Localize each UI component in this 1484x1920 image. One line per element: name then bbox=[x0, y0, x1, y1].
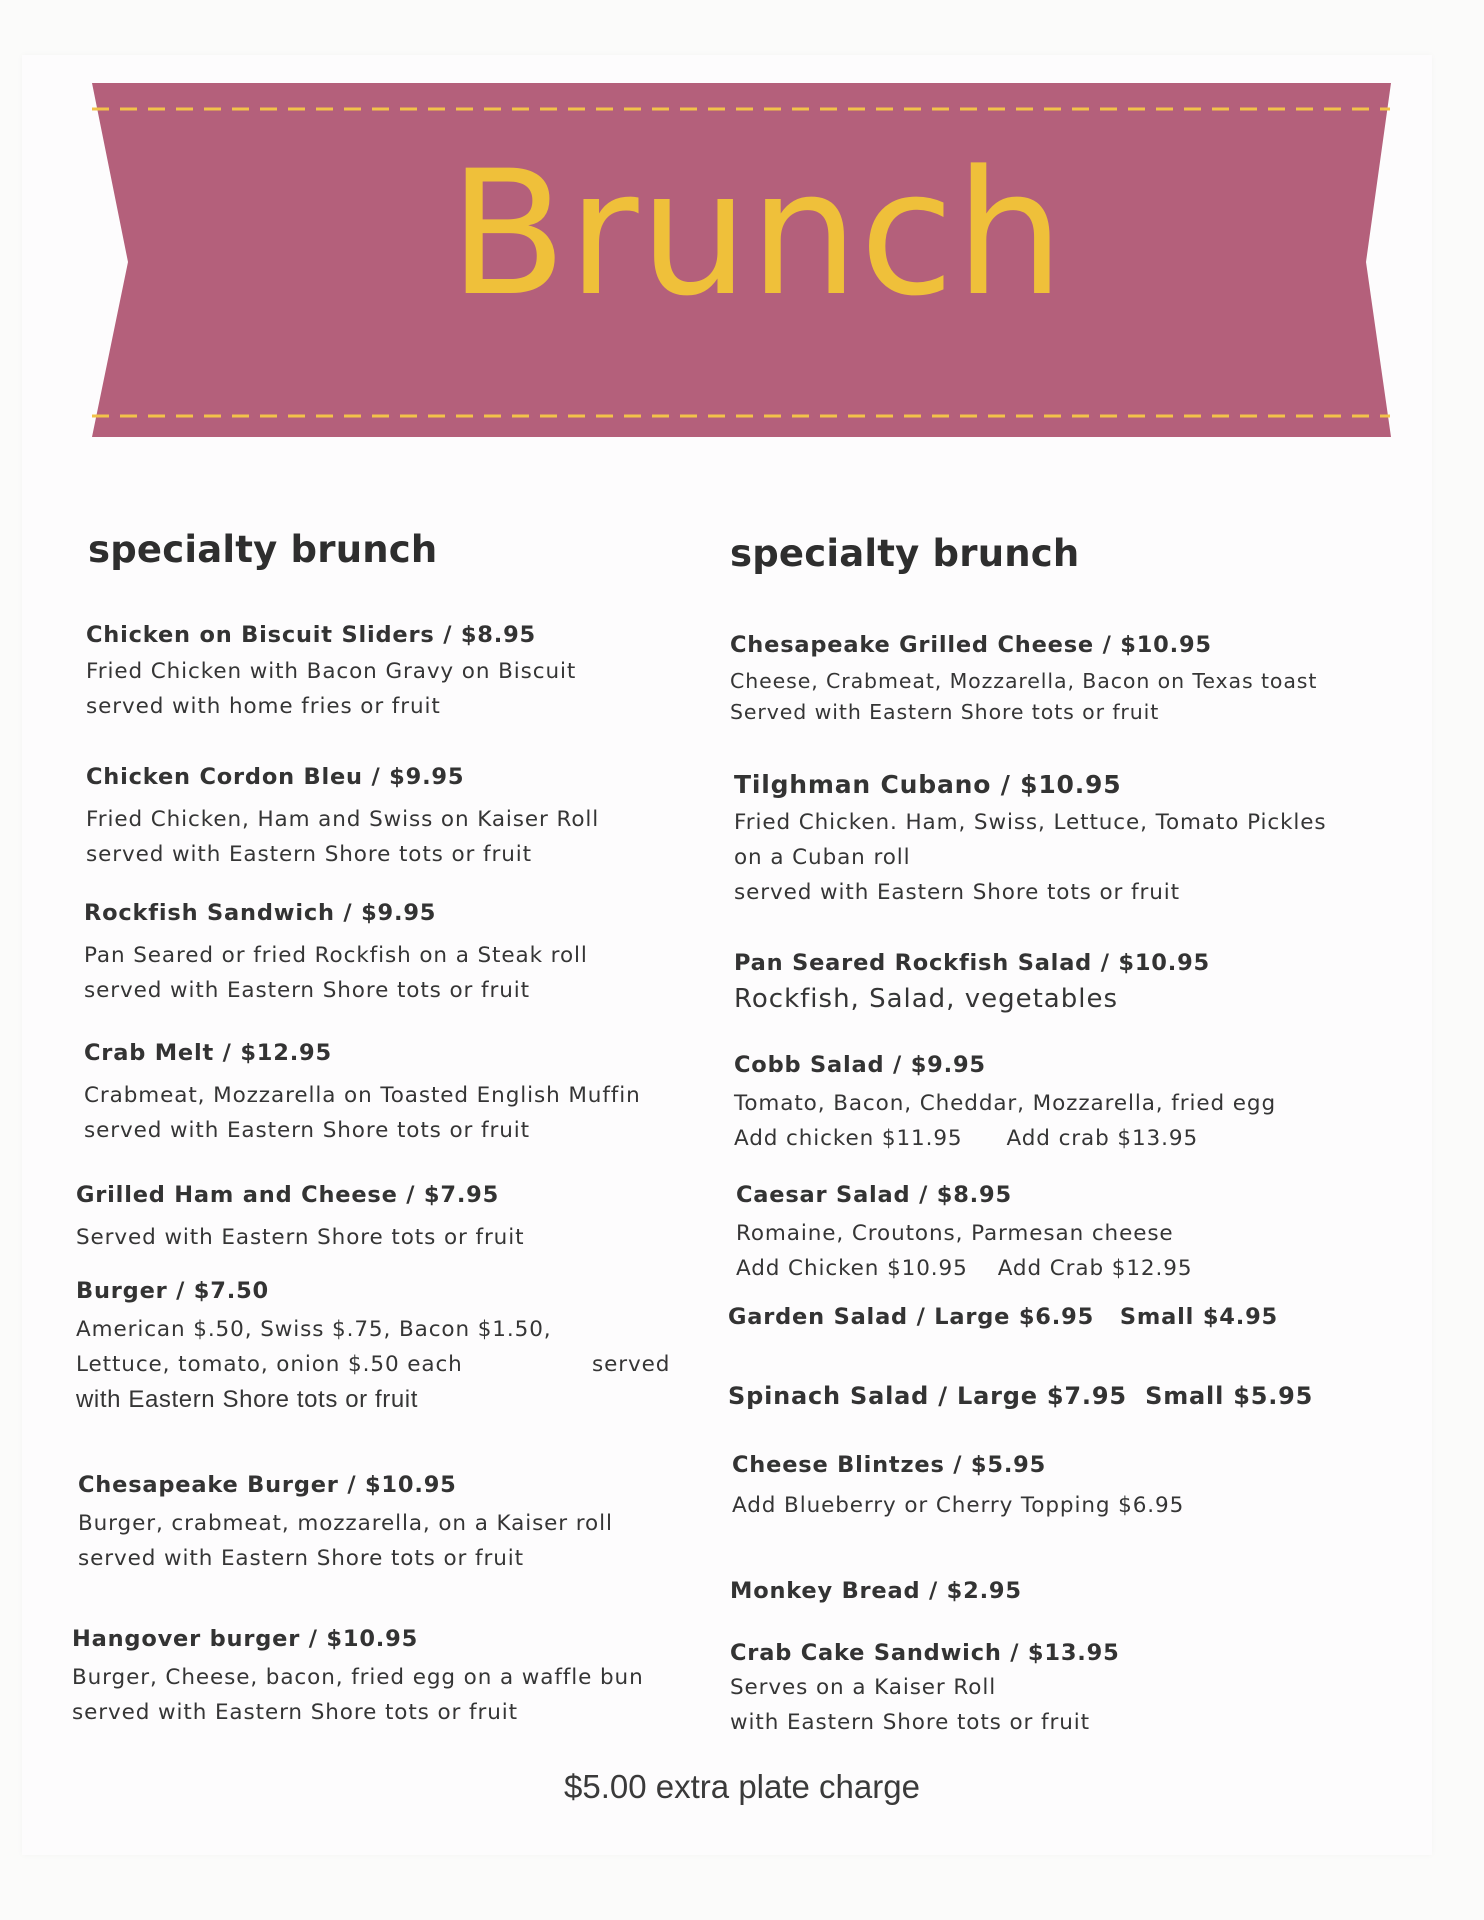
item-title: Chicken Cordon Bleu / $9.95 bbox=[86, 764, 465, 790]
menu-item bbox=[86, 622, 576, 724]
item-description: with Eastern Shore tots or fruit bbox=[76, 1386, 419, 1413]
item-title: Chesapeake Burger / $10.95 bbox=[78, 1472, 457, 1498]
item-description: served with Eastern Shore tots or fruit bbox=[84, 978, 530, 1003]
item-title: Caesar Salad / $8.95 bbox=[736, 1182, 1012, 1208]
item-description: Burger, Cheese, bacon, fried egg on a waffle bun bbox=[72, 1665, 644, 1690]
item-description: American $.50, Swiss $.75, Bacon $1.50, bbox=[76, 1317, 552, 1342]
menu-item bbox=[734, 770, 1327, 910]
menu-item bbox=[730, 1640, 1120, 1740]
item-description: Fried Chicken. Ham, Swiss, Lettuce, Tomato Pickles bbox=[734, 810, 1327, 835]
item-title: Monkey Bread / $2.95 bbox=[730, 1578, 1022, 1604]
menu-item bbox=[736, 1182, 1192, 1286]
left-section-heading: specialty brunch bbox=[88, 528, 438, 571]
menu-item bbox=[78, 1472, 613, 1576]
add-option: Add Crab $12.95 bbox=[997, 1256, 1193, 1281]
item-description bbox=[734, 1121, 1276, 1156]
item-title: Cheese Blintzes / $5.95 bbox=[732, 1452, 1047, 1478]
banner-title: Brunch bbox=[448, 133, 1066, 334]
item-description: with Eastern Shore tots or fruit bbox=[730, 1710, 1090, 1735]
item-description: served with Eastern Shore tots or fruit bbox=[84, 1118, 530, 1143]
item-description: served with Eastern Shore tots or fruit bbox=[86, 842, 532, 867]
item-description: Add Blueberry or Cherry Topping $6.95 bbox=[732, 1493, 1185, 1518]
item-description: served with Eastern Shore tots or fruit bbox=[72, 1700, 518, 1725]
item-description: served with home fries or fruit bbox=[86, 694, 441, 719]
item-title: Cobb Salad / $9.95 bbox=[734, 1052, 986, 1078]
menu-item bbox=[76, 1182, 524, 1255]
menu-item bbox=[728, 1382, 1313, 1410]
item-title: Chesapeake Grilled Cheese / $10.95 bbox=[730, 632, 1212, 658]
item-title: Crab Cake Sandwich / $13.95 bbox=[730, 1640, 1120, 1666]
item-description: Rockfish, Salad, vegetables bbox=[734, 984, 1118, 1014]
menu-item bbox=[86, 764, 599, 872]
banner bbox=[0, 0, 1484, 460]
item-description: Burger, crabmeat, mozzarella, on a Kaiser roll bbox=[78, 1511, 613, 1536]
menu-item bbox=[732, 1452, 1184, 1523]
served-word: served bbox=[592, 1352, 671, 1377]
add-option: Add crab $13.95 bbox=[1006, 1126, 1199, 1151]
item-description: served with Eastern Shore tots or fruit bbox=[78, 1546, 524, 1571]
item-description: Served with Eastern Shore tots or fruit bbox=[730, 700, 1160, 724]
item-title: Crab Melt / $12.95 bbox=[84, 1040, 332, 1066]
item-description: Fried Chicken, Ham and Swiss on Kaiser Roll bbox=[86, 807, 600, 832]
item-description: Fried Chicken with Bacon Gravy on Biscuit bbox=[86, 659, 577, 684]
item-title: Pan Seared Rockfish Salad / $10.95 bbox=[734, 950, 1210, 976]
item-title: Spinach Salad / Large $7.95 Small $5.95 bbox=[728, 1382, 1314, 1410]
menu-item bbox=[734, 950, 1210, 1017]
extra-plate-charge-note: $5.00 extra plate charge bbox=[564, 1768, 920, 1805]
item-description: Romaine, Croutons, Parmesan cheese bbox=[736, 1221, 1174, 1246]
item-description bbox=[76, 1347, 696, 1382]
item-title: Burger / $7.50 bbox=[76, 1278, 269, 1304]
item-title: Garden Salad / Large $6.95 Small $4.95 bbox=[728, 1304, 1278, 1330]
menu-item bbox=[84, 900, 588, 1008]
item-title: Tilghman Cubano / $10.95 bbox=[734, 770, 1122, 799]
item-title: Grilled Ham and Cheese / $7.95 bbox=[76, 1182, 500, 1208]
menu-item bbox=[76, 1278, 696, 1417]
menu-item bbox=[728, 1304, 1278, 1330]
item-description bbox=[736, 1251, 1192, 1286]
item-title: Chicken on Biscuit Sliders / $8.95 bbox=[86, 622, 537, 648]
item-description: Crabmeat, Mozzarella on Toasted English Muffin bbox=[84, 1083, 641, 1108]
item-description: Serves on a Kaiser Roll bbox=[730, 1675, 997, 1700]
item-description: Cheese, Crabmeat, Mozzarella, Bacon on Texas toast bbox=[730, 669, 1318, 693]
item-title: Hangover burger / $10.95 bbox=[72, 1626, 419, 1652]
add-option: Add chicken $11.95 bbox=[734, 1126, 963, 1151]
item-description: Served with Eastern Shore tots or fruit bbox=[76, 1225, 525, 1250]
menu-item bbox=[734, 1052, 1276, 1156]
item-title: Rockfish Sandwich / $9.95 bbox=[84, 900, 437, 926]
item-description: Pan Seared or fried Rockfish on a Steak roll bbox=[84, 943, 588, 968]
menu-item bbox=[730, 632, 1317, 728]
add-option: Add Chicken $10.95 bbox=[736, 1256, 968, 1281]
menu-item bbox=[730, 1578, 1022, 1604]
item-description: Tomato, Bacon, Cheddar, Mozzarella, fried egg bbox=[734, 1091, 1276, 1116]
item-description-text: Lettuce, tomato, onion $.50 each bbox=[76, 1352, 463, 1377]
item-description: on a Cuban roll bbox=[734, 845, 911, 870]
item-description: served with Eastern Shore tots or fruit bbox=[734, 880, 1180, 905]
menu-item bbox=[84, 1040, 641, 1148]
right-section-heading: specialty brunch bbox=[730, 532, 1080, 575]
menu-item bbox=[72, 1626, 644, 1730]
